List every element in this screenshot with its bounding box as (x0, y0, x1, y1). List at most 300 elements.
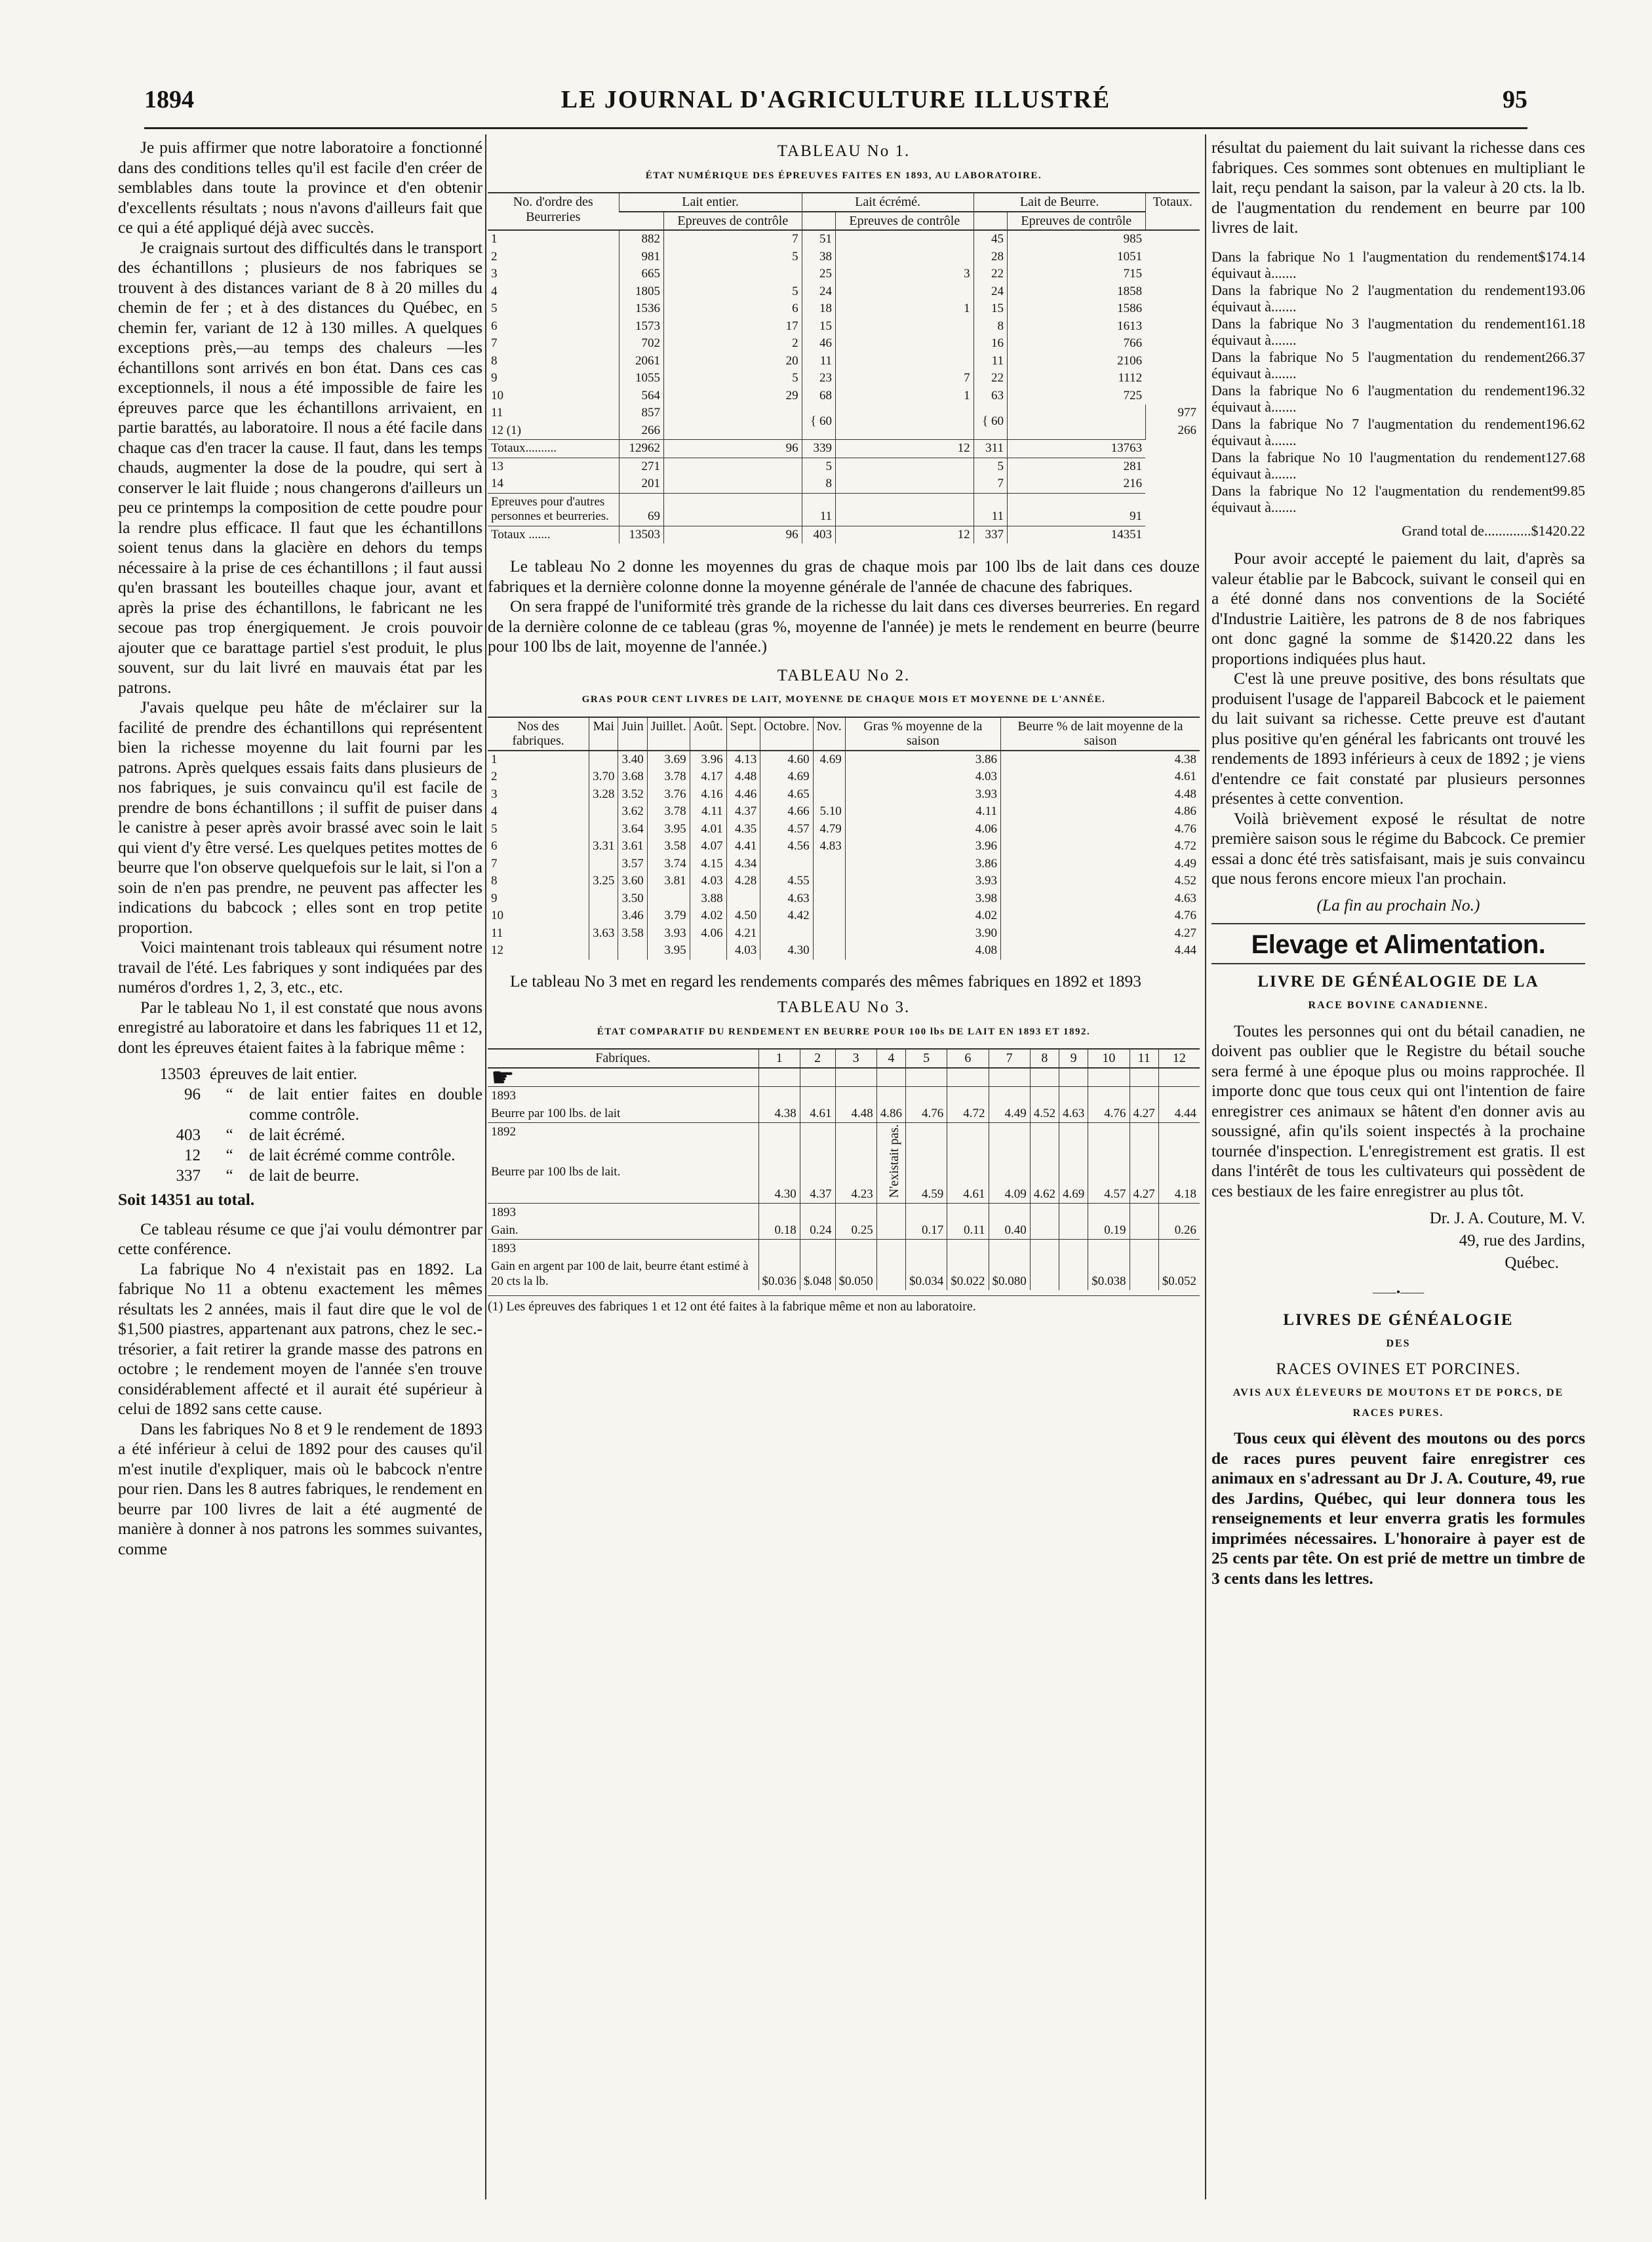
count-number: 403 (176, 1126, 201, 1144)
header-year: 1894 (144, 86, 194, 113)
table-cell (835, 318, 974, 336)
augmentation-value: 196.32 (1545, 382, 1585, 399)
table-cell: 12 (835, 440, 974, 458)
article-subheading: RACE BOVINE CANADIENNE. (1308, 1000, 1489, 1011)
table-cell (947, 1240, 989, 1258)
paragraph: Pour avoir accepté le paiement du lait, d'après sa valeur établie par le Babcock, suivant le conseil qui en a été donné dans nos conventions de la Société d'Industrie Laitière, les patrons de 8 de nos fabriques ont donc gagné la somme de $1420.22 dans les proportions indiquées plus haut. (1211, 549, 1585, 668)
table-cell: 13 (488, 458, 619, 475)
table1-header-beurre: Lait de Beurre. (974, 193, 1145, 212)
table-cell (813, 786, 845, 804)
table-cell: 12 (835, 526, 974, 543)
table-cell (664, 422, 802, 440)
table-cell: 4.62 (1030, 1163, 1059, 1204)
table-cell (1130, 1087, 1158, 1105)
table-cell: 5.10 (813, 803, 845, 821)
table-cell: 3 (835, 266, 974, 283)
table-cell (835, 353, 974, 370)
table-cell: 2 (491, 770, 498, 783)
table-cell: 3.88 (690, 890, 726, 908)
table-cell (813, 856, 845, 873)
paragraph: Le tableau No 2 donne les moyennes du gras de chaque mois par 100 lbs de lait dans ces douze fabriques et la dernière colonne donne la moyenne générale de l'année de chacune des fabriques. (488, 557, 1200, 596)
table-cell (989, 1087, 1030, 1105)
table-cell: $0.038 (1088, 1257, 1130, 1290)
table-header: Juin (618, 717, 647, 751)
table-header: 9 (1059, 1049, 1088, 1068)
table-cell (1130, 1257, 1158, 1290)
table-cell: 4.08 (845, 942, 1000, 960)
table-cell: 3.60 (618, 873, 647, 890)
table-header: Octobre. (760, 717, 813, 751)
table-cell: 11 (974, 353, 1007, 370)
table-cell: 4.27 (1130, 1105, 1158, 1123)
table-cell: 4.06 (690, 925, 726, 943)
table3-subtitle: ÉTAT COMPARATIF DU RENDEMENT EN BEURRE POUR 100 lbs DE LAIT EN 1893 ET 1892. (597, 1026, 1091, 1037)
table-cell: 10 (491, 388, 503, 403)
table-cell (800, 1123, 835, 1164)
table-cell (647, 890, 690, 908)
table-cell: 4.30 (758, 1163, 800, 1204)
table-cell: 4.01 (690, 821, 726, 838)
count-row (125, 1145, 482, 1166)
table-cell (813, 873, 845, 890)
table-cell: 4.76 (1088, 1105, 1130, 1123)
table1-header-entier: Lait entier. (619, 193, 802, 212)
table-cell (835, 1240, 876, 1258)
table-cell: 3.86 (845, 751, 1000, 769)
table-cell: 4.13 (726, 751, 760, 769)
table-cell: 1858 (1007, 283, 1145, 301)
table-cell: 3.61 (618, 838, 647, 856)
table-cell (1059, 1240, 1088, 1258)
table-cell (947, 1204, 989, 1222)
table-cell: 3.98 (845, 890, 1000, 908)
table-cell: 4.61 (947, 1163, 989, 1204)
ditto-mark: “ (226, 1167, 233, 1185)
table-cell: 4.37 (800, 1163, 835, 1204)
table-cell (1088, 1087, 1130, 1105)
table-cell: 4.18 (1158, 1163, 1200, 1204)
table-cell (664, 404, 802, 422)
table-header: Août. (690, 717, 726, 751)
table-cell: $0.036 (758, 1257, 800, 1290)
table-row (488, 1240, 1200, 1258)
table1 (488, 192, 1200, 543)
table-cell: 7 (491, 856, 498, 871)
table-cell: 2 (664, 335, 802, 353)
table-row (488, 803, 1200, 821)
table-cell (835, 404, 974, 440)
augmentation-text: Dans la fabrique No 3 l'augmentation du rendement équivaut à....... (1211, 315, 1546, 348)
table-cell (947, 1068, 989, 1087)
table-cell (876, 1068, 905, 1087)
table-cell (1059, 1087, 1088, 1105)
table-cell (1059, 1204, 1088, 1222)
table-header: Nov. (813, 717, 845, 751)
table-cell: 281 (1007, 458, 1145, 475)
paragraph: Toutes les personnes qui ont du bétail canadien, ne doivent pas oublier que le Registre du bétail souche sera fermé à une époque plus ou moins rapprochée. Il importe donc que tous ceux qui ont l'intention de faire enregistrer ces animaux se hâtent d'en donner avis au soussigné, afin qu'ils soient inspectés à la prochaine tournée d'inspection. L'enregistrement est gratis. Il est dans l'intérêt de tous les cultivateurs qui possèdent de ces bestiaux de les faire enregistrer au plus tôt. (1211, 1021, 1585, 1200)
table-cell: 4.06 (845, 821, 1000, 838)
table-cell (589, 890, 618, 908)
table-cell: 0.25 (835, 1221, 876, 1240)
table-row (488, 230, 1200, 248)
table-cell: 857 (619, 404, 664, 422)
count-text: de lait écrémé comme contrôle. (249, 1147, 456, 1164)
table-cell (1030, 1087, 1059, 1105)
table-cell (989, 1123, 1030, 1164)
table-cell: 1805 (619, 283, 664, 301)
table-cell: 3.69 (647, 751, 690, 769)
table-cell: 4.55 (760, 873, 813, 890)
augmentation-row (1211, 349, 1585, 382)
table-cell: 11 (974, 493, 1007, 526)
year-label: 1893 (488, 1204, 758, 1222)
table-cell: 4.28 (726, 873, 760, 890)
table2-body (488, 751, 1200, 960)
table-cell: 4.60 (760, 751, 813, 769)
table-row (488, 907, 1200, 925)
table-cell: 11 (491, 926, 503, 940)
count-row (125, 1125, 482, 1145)
row-label: Beurre par 100 lbs de lait. (491, 1165, 621, 1179)
table-cell: 4.48 (835, 1105, 876, 1123)
table-cell: 51 (802, 230, 835, 248)
table-row (488, 821, 1200, 838)
page-header (144, 85, 1527, 125)
table-header: 7 (989, 1049, 1030, 1068)
table-cell (835, 1204, 876, 1222)
table-cell: 4.56 (760, 838, 813, 856)
table-cell: 3.25 (589, 873, 618, 890)
paragraph: Tous ceux qui élèvent des moutons ou des porcs de races pures peuvent faire enregistrer ces animaux en s'adressant au Dr J. A. Couture, 49, rue des Jardins, Québec, qui leur donnera tous les renseignements et leur enverra gratis les formules imprimées nécessaires. L'honoraire à payer est de 25 cents par tête. On est prié de mettre un timbre de 3 cents dans les lettres. (1211, 1428, 1585, 1588)
table-cell: 4.69 (1059, 1163, 1088, 1204)
table2-header-row (488, 717, 1200, 751)
table-cell: 3.62 (618, 803, 647, 821)
table-cell: 8 (491, 874, 498, 888)
table-cell: 96 (664, 440, 802, 458)
table-cell: 2 (491, 249, 498, 264)
augmentation-value: 99.85 (1552, 482, 1585, 499)
table-cell: 665 (619, 266, 664, 283)
table1-header-blank (802, 212, 835, 231)
ditto-mark: “ (226, 1147, 233, 1164)
table-cell: 4.27 (1130, 1163, 1158, 1204)
table-cell (1158, 1068, 1200, 1087)
table-cell: 4 (491, 804, 498, 818)
table-cell (800, 1087, 835, 1105)
table-row (488, 353, 1200, 370)
ditto-mark: “ (226, 1126, 233, 1144)
table-cell (664, 493, 802, 526)
table-cell (758, 1087, 800, 1105)
table-cell: 6 (664, 300, 802, 318)
table-cell (835, 493, 974, 526)
table-cell: 1573 (619, 318, 664, 336)
table-cell (589, 942, 618, 960)
table-cell: 11 (802, 353, 835, 370)
table-cell: 4.76 (1000, 907, 1200, 925)
table-cell (1030, 1257, 1059, 1290)
ditto-mark: “ (226, 1086, 233, 1103)
table-cell: 4.79 (813, 821, 845, 838)
table1-title: TABLEAU No 1. (777, 142, 911, 160)
column-left (118, 138, 482, 1559)
table2 (488, 717, 1200, 960)
table-cell: 0.18 (758, 1221, 800, 1240)
table-cell: 12 (491, 943, 503, 957)
table-header: 5 (906, 1049, 947, 1068)
table-cell: 17 (664, 318, 802, 336)
table-cell: 5 (664, 370, 802, 387)
table-row (488, 300, 1200, 318)
augmentation-text: Dans la fabrique No 10 l'augmentation du rendement équivaut à....... (1211, 448, 1546, 482)
table-row (488, 440, 1200, 458)
table-cell: 7 (974, 475, 1007, 493)
table-cell: 266 (619, 422, 664, 440)
table-cell: 5 (802, 458, 835, 475)
table-cell: 3.96 (845, 838, 1000, 856)
table-header: Mai (589, 717, 618, 751)
table1-header-blank (974, 212, 1007, 231)
table1-body (488, 230, 1200, 543)
table-cell: 216 (1007, 475, 1145, 493)
table-cell: 13503 (619, 526, 664, 543)
count-text: épreuves de lait entier. (210, 1065, 357, 1083)
table-cell: 13763 (1007, 440, 1145, 458)
table-row (488, 1087, 1200, 1105)
table-cell: 6 (491, 319, 498, 333)
table-cell: 4.27 (1000, 925, 1200, 943)
table-cell: 4.48 (1000, 786, 1200, 804)
section-divider (1211, 963, 1585, 964)
table-cell: 337 (974, 526, 1007, 543)
count-text: de lait de beurre. (249, 1167, 359, 1185)
table-cell: 4.42 (760, 907, 813, 925)
table-cell: 3.74 (647, 856, 690, 873)
table-row (488, 838, 1200, 856)
table-cell: 985 (1007, 230, 1145, 248)
table-cell (800, 1204, 835, 1222)
table-cell: 46 (802, 335, 835, 353)
table-cell (760, 856, 813, 873)
table-cell: 3.50 (618, 890, 647, 908)
table-cell: 1051 (1007, 248, 1145, 266)
augmentation-text: Dans la fabrique No 1 l'augmentation du rendement équivaut à....... (1211, 248, 1539, 281)
table-cell (1088, 1123, 1130, 1164)
table-cell (1030, 1221, 1059, 1240)
table-cell (589, 907, 618, 925)
table-cell (1088, 1204, 1130, 1222)
table-cell (906, 1087, 947, 1105)
count-number: 96 (184, 1086, 201, 1103)
table-cell (1158, 1123, 1200, 1164)
augmentation-text: Dans la fabrique No 12 l'augmentation du rendement équivaut à....... (1211, 482, 1553, 515)
table-cell (758, 1240, 800, 1258)
table-cell (813, 925, 845, 943)
table1-header-ecreme: Lait écrémé. (802, 193, 974, 212)
table-cell: $.048 (800, 1257, 835, 1290)
table-cell: 11 (491, 406, 503, 420)
table-cell: 271 (619, 458, 664, 475)
table-row (488, 1163, 1200, 1204)
table3-header-row (488, 1049, 1200, 1068)
table-cell: 3 (491, 787, 498, 801)
table-cell: 4.30 (760, 942, 813, 960)
table-cell: 882 (619, 230, 664, 248)
table-header: 8 (1030, 1049, 1059, 1068)
table-cell: 4.61 (1000, 768, 1200, 786)
table-cell (835, 475, 974, 493)
year-label: 1893 (488, 1087, 758, 1105)
table-cell: 4.83 (813, 838, 845, 856)
table-cell: 564 (619, 387, 664, 405)
table-cell: 25 (802, 266, 835, 283)
signature-address: 49, rue des Jardins, (1459, 1232, 1585, 1249)
table-cell: 4.66 (760, 803, 813, 821)
table-cell: 5 (974, 458, 1007, 475)
table-cell: 3.64 (618, 821, 647, 838)
pointing-hand-icon: ☛ (491, 1063, 515, 1092)
table-cell: 6 (491, 839, 498, 853)
notice-heading: AVIS AUX ÉLEVEURS DE MOUTONS ET DE PORCS, DE RACES PURES. (1232, 1387, 1564, 1419)
table-cell (1030, 1240, 1059, 1258)
table-cell: 4.38 (1000, 751, 1200, 769)
section-title: Elevage et Alimentation. (1251, 930, 1546, 959)
grand-total: Grand total de.............$1420.22 (1402, 522, 1585, 539)
table-cell: 3.58 (647, 838, 690, 856)
table-cell: 4.15 (690, 856, 726, 873)
table-cell: 0.17 (906, 1221, 947, 1240)
table1-header-total: Totaux. (1145, 193, 1200, 230)
year-label: 1892 (488, 1123, 758, 1164)
table-cell: 3.86 (845, 856, 1000, 873)
table-cell (835, 1068, 876, 1087)
table-header: Sept. (726, 717, 760, 751)
augmentation-row (1211, 416, 1585, 449)
table-cell: 7 (835, 370, 974, 387)
table-cell: 15 (974, 300, 1007, 318)
table-cell: 201 (619, 475, 664, 493)
page-number: 95 (1503, 86, 1527, 113)
table-row (488, 1068, 1200, 1087)
table-cell: 4.61 (800, 1105, 835, 1123)
table-cell (989, 1240, 1030, 1258)
table-row (488, 493, 1200, 526)
table-cell (947, 1087, 989, 1105)
table-cell: 3.40 (618, 751, 647, 769)
table-cell (589, 803, 618, 821)
table-cell: 8 (491, 353, 498, 368)
paragraph: Le tableau No 3 met en regard les rendements comparés des mêmes fabriques en 1892 et 1893 (510, 971, 1141, 991)
table-cell: 4.57 (1088, 1163, 1130, 1204)
table-row (488, 370, 1200, 387)
table-cell (813, 768, 845, 786)
augmentation-value: 196.62 (1545, 415, 1585, 432)
table-cell: Totaux.......... (488, 440, 619, 458)
table-cell: 4.69 (813, 751, 845, 769)
table-cell: 4.38 (758, 1105, 800, 1123)
table-cell (1130, 1221, 1158, 1240)
table-cell: 3.28 (589, 786, 618, 804)
table-cell: 4.63 (1000, 890, 1200, 908)
table-cell: 3.57 (618, 856, 647, 873)
table-cell: 4.63 (760, 890, 813, 908)
table-cell: 7 (664, 230, 802, 248)
table2-subtitle: GRAS POUR CENT LIVRES DE LAIT, MOYENNE DE CHAQUE MOIS ET MOYENNE DE L'ANNÉE. (581, 694, 1106, 705)
table-cell: 4.76 (906, 1105, 947, 1123)
table-row (488, 475, 1200, 493)
row-label: Gain en argent par 100 de lait, beurre étant estimé à 20 cts la lb. (491, 1259, 749, 1289)
test-count-list (125, 1064, 482, 1186)
column-divider-2 (1205, 134, 1206, 2199)
column-right (1211, 138, 1585, 1588)
table-cell: 4.86 (1000, 803, 1200, 821)
table-cell: 0.19 (1088, 1221, 1130, 1240)
paragraph: Par le tableau No 1, il est constaté que nous avons enregistré au laboratoire et dans les fabriques 11 et 12, dont les épreuves étaient faites à la fabrique même : (118, 997, 482, 1057)
table-cell: 1586 (1007, 300, 1145, 318)
table-cell: 3 (491, 267, 498, 281)
table-cell: 5 (491, 302, 498, 315)
table1-subtitle: ÉTAT NUMÉRIQUE DES ÉPREUVES FAITES EN 1893, AU LABORATOIRE. (645, 170, 1042, 181)
column-divider-1 (485, 134, 486, 2199)
table-cell: 38 (802, 248, 835, 266)
table-header: Fabriques. (488, 1049, 758, 1068)
table3 (488, 1048, 1200, 1290)
table-cell: 0.24 (800, 1221, 835, 1240)
table3-body (488, 1063, 1200, 1290)
table-row (488, 1105, 1200, 1123)
table-cell: 5 (491, 821, 498, 836)
table-cell (800, 1068, 835, 1087)
table-cell: 4.63 (1059, 1105, 1088, 1123)
table-cell (618, 942, 647, 960)
table-cell: 4.52 (1030, 1105, 1059, 1123)
table-cell: $0.080 (989, 1257, 1030, 1290)
table-cell: 69 (619, 493, 664, 526)
table-cell (1007, 404, 1145, 440)
table-row (488, 283, 1200, 301)
augmentation-value: 266.37 (1545, 348, 1585, 365)
table1-header-control: Epreuves de contrôle (664, 212, 802, 231)
table-cell: 4.59 (906, 1163, 947, 1204)
table-cell: $0.022 (947, 1257, 989, 1290)
table-cell (835, 248, 974, 266)
count-text: de lait entier faites en double comme contrôle. (249, 1086, 482, 1124)
table-cell: 11 (802, 493, 835, 526)
not-existing-label: N'existait pas. (887, 1124, 901, 1198)
table1-header-control: Epreuves de contrôle (1007, 212, 1145, 231)
table-row (488, 890, 1200, 908)
table-cell: 5 (664, 283, 802, 301)
augmentation-value: 127.68 (1545, 448, 1585, 465)
table-row (488, 335, 1200, 353)
table-row (488, 248, 1200, 266)
table-cell: 3.81 (647, 873, 690, 890)
table-cell: 0.11 (947, 1221, 989, 1240)
table-cell: 2061 (619, 353, 664, 370)
table-cell (1030, 1123, 1059, 1164)
table-cell: $0.034 (906, 1257, 947, 1290)
table-cell: 766 (1007, 335, 1145, 353)
table-cell: 311 (974, 440, 1007, 458)
table-cell (758, 1204, 800, 1222)
table-row (488, 942, 1200, 960)
column-middle (488, 138, 1200, 1314)
table-header: Gras % moyenne de la saison (845, 717, 1000, 751)
table-cell: 702 (619, 335, 664, 353)
table-cell: 14351 (1007, 526, 1145, 543)
total-line: Soit 14351 au total. (118, 1190, 255, 1209)
paragraph: J'avais quelque peu hâte de m'éclairer sur la facilité de prendre des échantillons qui représentent bien la richesse moyenne du lait fourni par les patrons. Après quelques essais faits dans plusieurs de nos fabriques, je suis convaincu qu'il est facile de prendre de bons échantillons ; il suffit de puiser dans le canistre à peser après avoir brassé avec soin le lait qui vient d'y être versé. Les quelques petites mottes de beurre que l'on observe quelquefois sur le lait, si l'on a soin de n'en pas prendre, ne peuvent pas affecter les indications du babcock ; elles sont en trop petite proportion. (118, 698, 482, 937)
